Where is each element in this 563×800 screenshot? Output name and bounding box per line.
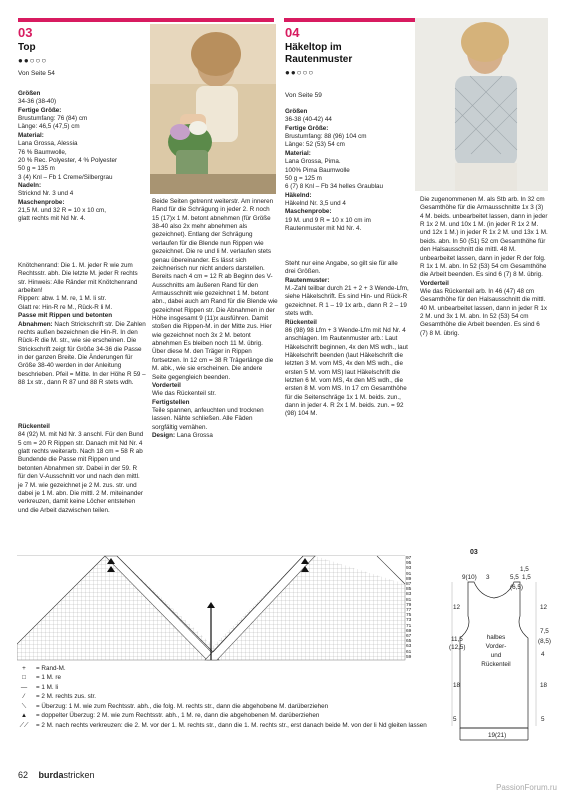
legend-symbol: ⟍ [21,702,27,710]
page-reference: Von Seite 59 [285,92,322,99]
text-heading: Rückenteil [18,423,50,430]
chart-row-number: 97 [406,556,412,561]
chart-row-number: 81 [406,597,412,603]
text-heading: Maschenprobe: [285,208,332,216]
schematic-measure: 3 [486,574,490,581]
text-heading: Material: [285,149,311,157]
text-heading: Nadeln: [18,181,42,189]
text-heading: Design: [152,432,176,440]
text-line [285,133,409,141]
legend-text: = 2 M. nach rechts verkreuzen: die 2. M. vor der 1. M. rechts str., dann die 1. M. rechts str., erst danach beide M. von der li Nd gleiten lassen [36,721,427,729]
text-line [285,141,409,149]
text-heading: Größen [18,90,41,97]
text-line [18,132,148,140]
legend-symbol: □ [22,674,26,682]
text-line [18,165,148,173]
text-line [18,295,146,303]
schematic-measure: 12 [453,604,461,611]
text-heading: Fertigstellen [152,398,190,406]
schematic-measure: halbes [486,634,506,641]
text-line [152,390,278,398]
text-body: 50 g = 135 m [18,165,55,173]
text-line [285,200,409,208]
schematic-measure: 12 [540,604,548,611]
text-body: Knötchenrand: Die 1. M. jeder R wie zum Rechtsstr. abh. Die letzte M. jeder R rechts str. Hinweis: Alle Ränder mit Knötchenrand arbeiten! [18,262,138,295]
legend-item [18,664,428,673]
text-body: Länge: 46,5 (47,5) cm [18,123,80,131]
page-number: 62 [18,770,29,780]
text-line [420,288,548,338]
schematic-measure: (8,5) [538,638,551,645]
text-body: 100% Pima Baumwolle [285,166,350,174]
text-body: Rippen: abw. 1 M. re, 1 M. li str. [18,295,107,303]
text-heading: Material: [18,131,44,139]
text-body: Brustumfang: 88 (96) 104 cm [285,133,367,141]
text-heading: Passe mit Rippen und betonten Abnahmen: [18,312,113,328]
text-line [285,183,409,191]
left-specs [18,90,148,224]
text-heading: Maschenprobe: [18,198,65,206]
text-body: Wie das Rückenteil str. [152,390,217,398]
schematic-measure: 7,5 [540,628,549,635]
text-line [18,423,146,431]
text-line [152,198,278,382]
text-body: Beide Seiten getrennt weiterstr. Am inneren Rand für die Schrägung in jeder 2. R noch 15 (17)x 1 M. betont abnehmen (für Größe 38-40 also 2x mehr abnehmen als gezeichnet). Entlang der Schrägung verlaufen für die Blende nun Rippen wie gezeichnet. Die re und li M. verlaufen stets genau übereinander. Es lässt sich zeichnerisch nur nicht anders darstellen. Bereits nach 4 cm = 12 R ab Beginn des V-Ausschnitts am äußeren Rand für den Armausschnitt wie gezeichnet 1 M. betont abn., dabei auch am Rand für die Blende wie gezeichnet Rippen str. Die Abnahmen in der Höhe insgesamt 9 (11)x ausführen. Damit stoßen die Rippen-M. in der Mitte zus. Hier wie gezeichnet noch 3x 2 M. betont abnehmen Es bleiben noch 11 M. übrig. Über diese M. den Träger in Rippen fortsetzen. In 12 cm = 38 R Trägerlänge die M. abk., wie sie erscheinen. Die andere Seite gegengleich beenden. [152,198,278,381]
text-heading: Rautenmuster: [285,276,330,284]
text-line [18,107,148,115]
pattern-title: Häkeltop im Rautenmuster [285,42,353,65]
text-line [420,196,548,280]
left-instructions [18,262,146,387]
text-line [285,150,409,158]
difficulty-level: ●●○○○ [285,68,315,77]
text-line [152,407,278,432]
chart-row-number: 71 [406,623,412,629]
text-body: Brustumfang: 76 (84) cm [18,115,88,123]
schematic-measure: 5 [541,716,545,723]
chart-row-number: 89 [406,576,412,582]
chart-row-number: 83 [406,592,412,598]
text-body: Lana Grossa [175,432,213,440]
schematic-measure: 1,5 [520,566,529,573]
text-body: Teile spannen, anfeuchten und trocknen lassen. Nähte schließen. Alle Fäden sorgfältig vernähen. [152,406,264,431]
legend-text: = 1 M. li [36,683,59,691]
text-heading: Vorderteil [420,279,449,287]
text-line [285,175,409,183]
text-line [18,431,146,515]
chart-row-number: 69 [406,628,412,634]
text-line [18,182,148,190]
photo-crochet-model [415,18,548,191]
text-line [285,192,409,200]
text-line [285,125,409,133]
text-line [285,108,409,116]
text-body: 36-38 (40-42) 44 [285,116,332,124]
legend-text: = 2 M. rechts zus. str. [36,693,97,701]
legend-text: = 1 M. re [36,674,62,682]
schematic-measure: 9(10) [462,574,477,581]
text-body: Glatt re: Hin-R re M., Rück-R li M. [18,303,113,311]
middle-instructions [152,198,278,440]
text-body: Steht nur eine Angabe, so gilt sie für alle drei Größen. [285,260,398,276]
text-body: 50 g = 125 m [285,174,322,182]
text-body: Länge: 52 (53) 54 cm [285,141,345,149]
page-reference: Von Seite 54 [18,70,55,77]
chart-row-number: 91 [406,571,412,577]
text-body: Häkelnd Nr. 3,5 und 4 [285,199,346,207]
legend-text: = Überzug: 1 M. wie zum Rechtsstr. abh., die folg. M. rechts str., dann die abgehobene M. darüberziehen [36,702,329,710]
legend-symbol: ⟋⟋ [19,721,29,729]
text-body: Nach Strickschrift str. Die Zahlen rechts außen bezeichnen die Hin-R. In den Rück-R die M. str., wie sie erscheinen. Die Strickschrift zeigt für Größe 34-36 die Passe in der ganzen Breite. Die Änderungen für Größe 38-40 werden in der Anleitung beschrieben. Pfeil = Mitte. In der Höhe R 59 – 88 1x str., dann R 87 und 88 R stets wdh. [18,320,146,387]
difficulty-level: ●●○○○ [18,56,48,65]
schematic-measure: 4 [541,651,545,658]
chart-legend [18,664,428,730]
text-body: Lana Grossa, Alessia [18,140,78,148]
schematic-measure: 5,5 [510,574,519,581]
legend-symbol: — [20,683,28,691]
legend-symbol: ⁄ [23,693,25,701]
chart-row-number: 65 [406,639,412,645]
schematic-measure: und [490,652,502,659]
text-line [152,432,278,440]
chart-row-number: 67 [406,634,412,640]
legend-item [18,721,428,730]
text-line [285,327,409,419]
chart-row-number: 77 [406,608,412,614]
legend-item [18,692,428,701]
text-line [18,190,148,198]
text-line [18,98,148,106]
text-body: 84 (92) M. mit Nd Nr. 3 anschl. Für den Bund 5 cm = 20 R Rippen str. Danach mit Nd Nr. 4 glatt rechts weiterarb. Nach 18 cm = 58 R ab Bundende die Passe mit Rippen und betonten Abnahmen str. Dabei in der 59. R für den V-Ausschnitt vor und nach den mittl. je 7 M. wie gezeichnet je 2 M. zus. str. und dabei je 1 M. abn. Die mittl. 2 M. miteinander verkreuzen, damit keine Löcher entstehen und die Arbeit dazwischen teilen. [18,431,144,514]
text-heading: Häkelnd: [285,191,312,199]
chart-row-number: 73 [406,618,412,624]
photo-top-model [150,24,276,194]
schematic-measure: Rückenteil [481,661,511,668]
text-line [18,262,146,295]
text-line [285,319,409,327]
legend-text: = Rand-M. [36,665,66,672]
schematic-measure: 1,5 [522,574,531,581]
legend-item [18,711,428,720]
chart-row-number: 93 [406,566,412,572]
chart-row-number: 59 [406,654,412,660]
chart-row-numbers [406,556,426,660]
text-line [18,140,148,148]
text-body: glatt rechts mit Nd Nr. 4. [18,215,86,223]
chart-row-number: 87 [406,582,412,588]
schematic-measure: Vorder- [485,643,507,650]
schematic-measure: 18 [540,682,548,689]
left-back-piece [18,423,146,515]
text-body: 20 % Rec. Polyester, 4 % Polyester [18,156,118,164]
text-line [18,304,146,312]
text-line [285,208,409,216]
text-heading: Rückenteil [285,318,317,326]
text-line [420,280,548,288]
brand-logo-suffix: stricken [63,770,95,780]
text-body: M.-Zahl teilbar durch 21 + 2 + 3 Wende-Lfm, siehe Häkelschrift. Es sind Hin- und Rück-R gezeichnet. R 1 – 19 1x arb., dann R 2 – 19 stets wdh. [285,285,409,318]
chart-row-number: 95 [406,561,412,567]
chart-row-number: 63 [406,644,412,650]
chart-row-number: 75 [406,613,412,619]
right-specs [285,108,409,233]
text-body: Wie das Rückenteil arb. In 46 (47) 48 cm Gesamthöhe für den Halsausschnitt die mittl. 40 M. unbearbeitet lassen, dann in jeder R 1x 2 M. und 3x 1 M. abn. In 52 (53) 54 cm Gesamthöhe die Arbeit beenden. Es sind 6 (7) 8 M. übrig. [420,287,548,337]
text-heading: Größen [285,108,308,115]
legend-item [18,702,428,711]
accent-bar-left [18,18,274,22]
schematic-measure: 19(21) [488,732,507,739]
text-line [152,382,278,390]
text-line [18,123,148,131]
text-body: Lana Grossa, Pima. [285,158,341,166]
schematic-measure: 11,5 [451,636,463,643]
text-line [152,399,278,407]
legend-item [18,673,428,682]
text-line [285,158,409,166]
text-body: 21,5 M. und 32 R = 10 x 10 cm, [18,207,107,215]
text-heading: Vorderteil [152,381,181,389]
chart-row-number: 61 [406,649,412,655]
text-body: Die zugenommenen M. als Stb arb. In 32 cm Gesamthöhe für die Armausschnitte 1x 3 (3) 4 M. beids. unbearbeitet lassen, dann in jeder R 1x 2 M. und 10x 1 M. (in jeder R 1x 2 M. und 12x 1 M.) in jeder R 1x 2 M. und 13x 1 M. beids. abn. In 50 (51) 52 cm Gesamthöhe für den Halsausschnitt die mittl. 48 M. unbearbeitet lassen, dann in jeder R der folg. R 1x 1 M. abn. In 52 (53) 54 cm Gesamthöhe die Arbeit beenden. Es sind 6 (7) 8 M. übrig. [420,196,548,279]
schematic-measure: (6,5) [510,584,523,591]
text-line [18,312,146,387]
pattern-title: Top [18,42,36,53]
schematic-measure: (12,5) [449,644,466,651]
text-body: 6 (7) 8 Knl – Fb 34 helles Graublau [285,183,384,191]
legend-item [18,683,428,692]
right-continued [420,196,548,338]
text-body: 34-36 (38-40) [18,98,57,106]
chart-row-number: 79 [406,602,412,608]
watermark: PassionForum.ru [496,783,557,793]
text-body: 19 M. und 9 R = 10 x 10 cm im Rautenmuster mit Nd Nr. 4. [285,216,371,233]
text-heading: Fertige Größe: [18,106,62,114]
text-line [285,116,409,124]
text-body: 76 % Baumwolle, [18,148,67,156]
pattern-number: 04 [285,25,300,40]
legend-symbol: + [22,665,26,672]
knitting-chart [17,548,413,664]
legend-text: = doppelter Überzug: 2 M. wie zum Rechtsstr. abh., 1 M. re, dann die abgehobenen M. darüberziehen [36,712,320,720]
text-body: Stricknd Nr. 3 und 4 [18,190,74,198]
text-line [18,157,148,165]
text-line [18,115,148,123]
text-heading: Fertige Größe: [285,124,329,132]
text-line [18,90,148,98]
text-line [18,174,148,182]
text-line [18,207,148,215]
schematic-measure: 18 [453,682,461,689]
page-footer [18,770,95,782]
text-line [285,167,409,175]
text-line [285,217,409,234]
text-body: 86 (98) 98 Lfm + 3 Wende-Lfm mit Nd Nr. 4 anschlagen. Im Rautenmuster arb.: Laut Häkelschrift beginnen, 4x den MS wdh., laut Häkelschrift beenden (laut Häkelschrift die letzten 3 M. vom MS, 4x den MS wdh., die ersten 5 M. vom MS) laut Häkelschrift die letzten 6 M. vom MS, 4x den MS wdh., die ersten 8 M. vom MS. In 17 cm Gesamthöhe für die Seitenschräge 1x 1 M. beids. zun., dann in jeder 4. R 2x 1 M. beids. zun. = 92 (98) 104 M. [285,326,408,418]
right-instructions [285,260,409,419]
legend-symbol: ▲ [20,712,28,720]
text-body: 3 (4) Knl – Fb 1 Creme/Silbergrau [18,173,113,181]
text-line [18,199,148,207]
text-line [285,285,409,318]
chart-row-number: 85 [406,587,412,593]
text-line [285,260,409,277]
pattern-number: 03 [18,25,33,40]
schematic-number: 03 [470,549,478,556]
schematic-measure: 5 [453,716,457,723]
text-line [18,215,148,223]
text-line [285,277,409,285]
brand-logo: burda [38,770,64,780]
text-line [18,149,148,157]
